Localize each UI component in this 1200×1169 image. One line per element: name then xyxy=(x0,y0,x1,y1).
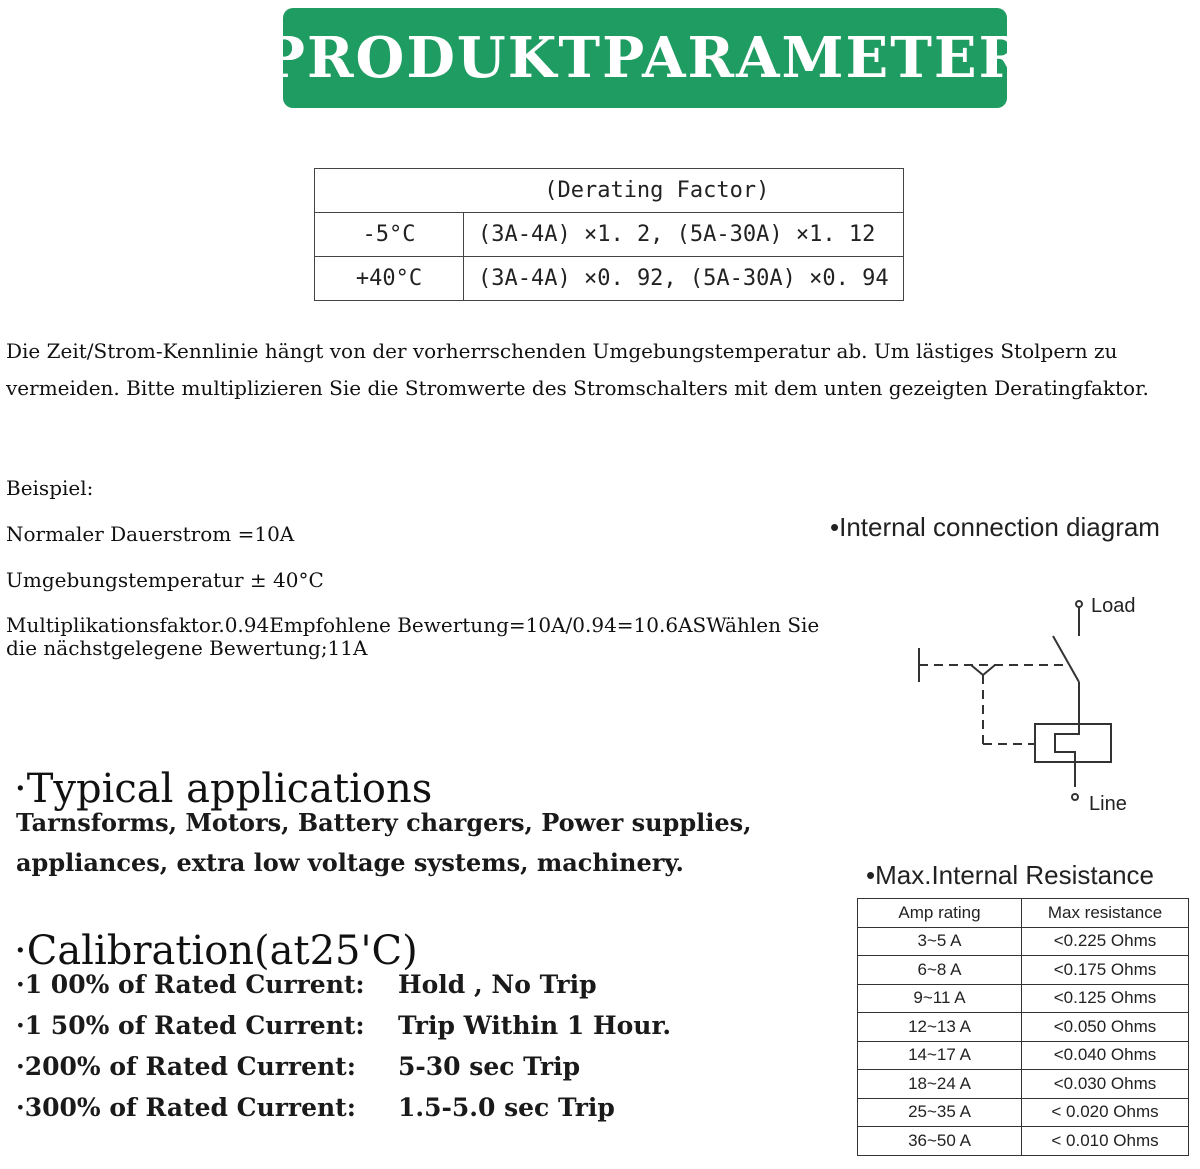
calibration-row xyxy=(16,1093,615,1122)
thermal-element xyxy=(1035,724,1111,762)
resistance-cell: <0.125 Ohms xyxy=(1022,984,1189,1013)
diagram-title: •Internal connection diagram xyxy=(830,512,1160,542)
table-row xyxy=(315,169,904,213)
column-header-amp: Amp rating xyxy=(858,899,1022,928)
calibration-label: ·200% of Rated Current: xyxy=(16,1052,356,1081)
amp-cell: 3~5 A xyxy=(858,927,1022,956)
derating-factor-table xyxy=(314,168,904,301)
derating-header: (Derating Factor) xyxy=(315,169,904,213)
load-terminal xyxy=(1076,601,1082,607)
table-row xyxy=(858,1127,1189,1156)
calibration-row xyxy=(16,970,597,999)
table-row xyxy=(858,1013,1189,1042)
resistance-table xyxy=(857,898,1189,1156)
resistance-cell: < 0.020 Ohms xyxy=(1022,1098,1189,1127)
derating-value-cell: (3A-4A) ×1. 2, (5A-30A) ×1. 12 xyxy=(464,213,904,257)
amp-cell: 36~50 A xyxy=(858,1127,1022,1156)
applications-line-2: appliances, extra low voltage systems, machinery. xyxy=(16,848,684,877)
heater-path xyxy=(1055,722,1079,787)
calibration-label: ·300% of Rated Current: xyxy=(16,1093,356,1122)
load-label: Load xyxy=(1091,595,1136,617)
link-junction-right xyxy=(983,665,995,675)
amp-cell: 18~24 A xyxy=(858,1070,1022,1099)
amp-cell: 12~13 A xyxy=(858,1013,1022,1042)
calibration-label: ·1 50% of Rated Current: xyxy=(16,1011,365,1040)
calibration-label: ·1 00% of Rated Current: xyxy=(16,970,365,999)
table-row xyxy=(858,927,1189,956)
resistance-cell: <0.030 Ohms xyxy=(1022,1070,1189,1099)
example-current: Normaler Dauerstrom =10A xyxy=(6,522,295,546)
derating-temp-cell: +40°C xyxy=(315,257,464,301)
table-row xyxy=(858,956,1189,985)
calibration-heading: ·Calibration(at25'C) xyxy=(14,928,418,974)
applications-line-1: Tarnsforms, Motors, Battery chargers, Power supplies, xyxy=(16,808,752,837)
resistance-cell: <0.175 Ohms xyxy=(1022,956,1189,985)
table-row xyxy=(858,1070,1189,1099)
resistance-title: •Max.Internal Resistance xyxy=(866,860,1155,890)
resistance-cell: <0.050 Ohms xyxy=(1022,1013,1189,1042)
example-calculation: Multiplikationsfaktor.0.94Empfohlene Bewertung=10A/0.94=10.6ASWählen Sie die nächstgelegene Bewertung;11A xyxy=(6,614,820,660)
calibration-value: 1.5-5.0 sec Trip xyxy=(398,1093,615,1122)
amp-cell: 6~8 A xyxy=(858,956,1022,985)
page-title-banner xyxy=(262,8,1028,108)
switch-contact xyxy=(1053,636,1079,682)
amp-cell: 14~17 A xyxy=(858,1041,1022,1070)
table-row xyxy=(858,1041,1189,1070)
link-junction-left xyxy=(971,665,983,675)
example-heading: Beispiel: xyxy=(6,476,94,500)
table-row xyxy=(858,984,1189,1013)
resistance-cell: <0.225 Ohms xyxy=(1022,927,1189,956)
line-label: Line xyxy=(1089,793,1127,815)
calibration-value: 5-30 sec Trip xyxy=(398,1052,581,1081)
calibration-value: Hold , No Trip xyxy=(398,970,597,999)
line-terminal xyxy=(1072,794,1078,800)
resistance-cell: < 0.010 Ohms xyxy=(1022,1127,1189,1156)
resistance-cell: <0.040 Ohms xyxy=(1022,1041,1189,1070)
column-header-resistance: Max resistance xyxy=(1022,899,1189,928)
derating-temp-cell: -5°C xyxy=(315,213,464,257)
table-row xyxy=(315,257,904,301)
amp-cell: 9~11 A xyxy=(858,984,1022,1013)
page-title: PRODUKTPARAMETER xyxy=(262,25,1028,91)
table-row xyxy=(315,213,904,257)
calibration-row xyxy=(16,1011,671,1040)
calibration-row xyxy=(16,1052,580,1081)
amp-cell: 25~35 A xyxy=(858,1098,1022,1127)
example-temperature: Umgebungstemperatur ± 40°C xyxy=(6,568,324,592)
applications-heading: ·Typical applications xyxy=(14,766,433,812)
table-row xyxy=(858,1098,1189,1127)
derating-value-cell: (3A-4A) ×0. 92, (5A-30A) ×0. 94 xyxy=(464,257,904,301)
internal-connection-diagram xyxy=(905,592,1145,822)
table-header-row xyxy=(858,899,1189,928)
calibration-value: Trip Within 1 Hour. xyxy=(398,1011,672,1040)
intro-paragraph: Die Zeit/Strom-Kennlinie hängt von der vorherrschenden Umgebungstemperatur ab. Um lästiges Stolpern zu vermeiden. Bitte multiplizieren Sie die Stromwerte des Stromschalters mit dem unten gezeigten Deratingfaktor. xyxy=(6,339,1149,400)
